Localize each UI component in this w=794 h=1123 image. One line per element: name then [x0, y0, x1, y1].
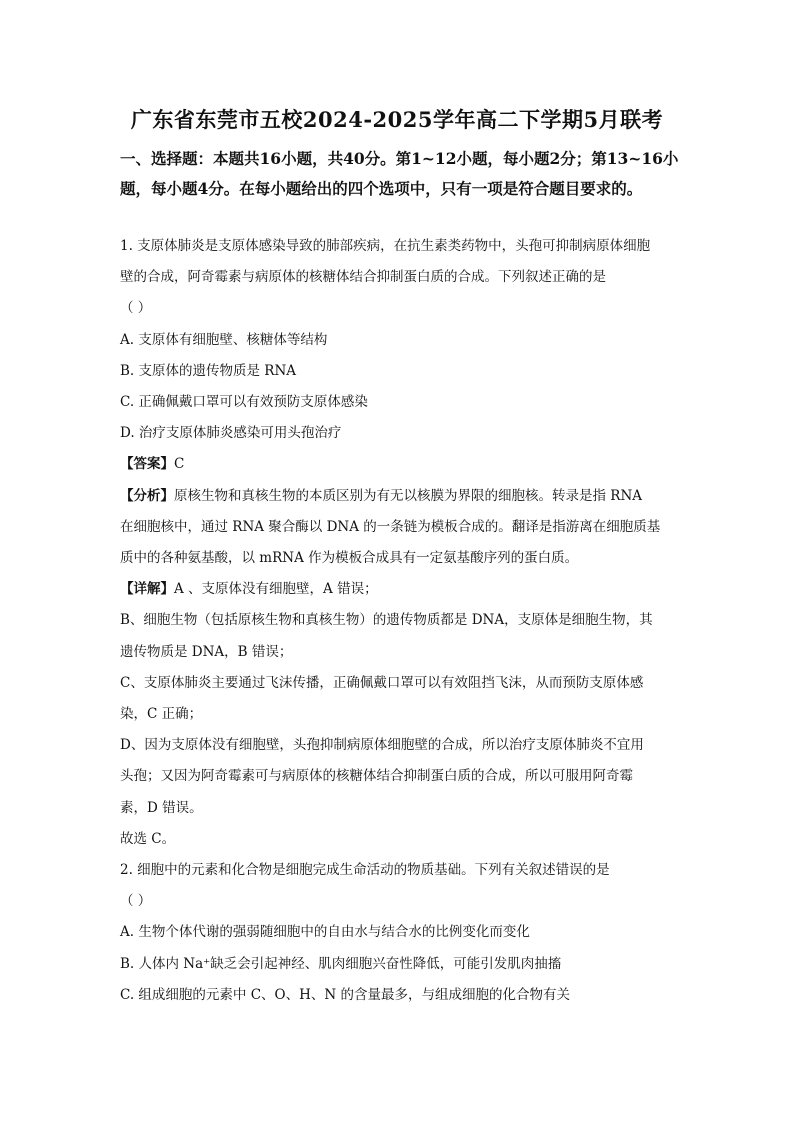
q1-stem-line2: 壁的合成，阿奇霉素与病原体的核糖体结合抑制蛋白质的合成。下列叙述正确的是	[120, 269, 606, 285]
analysis-text-1: 原核生物和真核生物的本质区别为有无以核膜为界限的细胞核。转录是指 RNA	[174, 488, 643, 504]
q1-detail-line5: 染，C 正确；	[120, 706, 203, 722]
q1-analysis-line2: 在细胞核中，通过 RNA 聚合酶以 DNA 的一条链为模板合成的。翻译是指游离在细胞质基	[120, 519, 661, 535]
page-title: 广东省东莞市五校2024-2025学年高二下学期5月联考	[130, 107, 664, 132]
q1-analysis-line1	[120, 486, 642, 506]
q1-detail-line1	[120, 579, 378, 599]
q1-answer-bracket: （ ）	[120, 300, 152, 316]
q1-conclusion: 故选 C。	[120, 831, 176, 847]
detail-text-1: A 、支原体没有细胞壁，A 错误；	[174, 581, 378, 597]
q1-answer	[120, 454, 184, 474]
answer-label: 【答案】	[120, 456, 174, 472]
q1-analysis-line3: 质中的各种氨基酸，以 mRNA 作为模板合成具有一定氨基酸序列的蛋白质。	[120, 550, 579, 566]
answer-value: C	[174, 456, 185, 472]
analysis-label: 【分析】	[120, 488, 174, 504]
section-heading: 一、选择题：本题共16小题，共40分。第1~12小题，每小题2分；第13~16小题，每小题4分。在每小题给出的四个选项中，只有一项是符合题目要求的。	[120, 149, 679, 198]
q1-option-d: D. 治疗支原体肺炎感染可用头孢治疗	[120, 425, 342, 441]
q2-answer-bracket: （ ）	[120, 893, 152, 909]
q1-option-c: C. 正确佩戴口罩可以有效预防支原体感染	[120, 394, 368, 410]
q2-option-a: A. 生物个体代谢的强弱随细胞中的自由水与结合水的比例变化而变化	[120, 924, 530, 940]
q2-option-b: B. 人体内 Na⁺缺乏会引起神经、肌肉细胞兴奋性降低，可能引发肌肉抽搐	[120, 956, 562, 972]
detail-label: 【详解】	[120, 581, 174, 597]
q1-detail-line6: D、因为支原体没有细胞壁，头孢抑制病原体细胞壁的合成，所以治疗支原体肺炎不宜用	[120, 737, 644, 753]
q1-detail-line3: 遗传物质是 DNA，B 错误；	[120, 644, 293, 660]
q2-option-c: C. 组成细胞的元素中 C、O、H、N 的含量最多，与组成细胞的化合物有关	[120, 987, 570, 1003]
q2-stem-line1: 2. 细胞中的元素和化合物是细胞完成生命活动的物质基础。下列有关叙述错误的是	[120, 862, 610, 878]
q1-option-a: A. 支原体有细胞壁、核糖体等结构	[120, 332, 328, 348]
q1-detail-line4: C、支原体肺炎主要通过飞沫传播，正确佩戴口罩可以有效阻挡飞沫，从而预防支原体感	[120, 675, 644, 691]
q1-stem-line1: 1. 支原体肺炎是支原体感染导致的肺部疾病，在抗生素类药物中，头孢可抑制病原体细胞	[120, 238, 651, 254]
q1-detail-line7: 头孢；又因为阿奇霉素可与病原体的核糖体结合抑制蛋白质的合成，所以可服用阿奇霉	[120, 768, 633, 784]
q1-detail-line2: B、细胞生物（包括原核生物和真核生物）的遗传物质都是 DNA，支原体是细胞生物，其	[120, 612, 653, 628]
q1-detail-line8: 素，D 错误。	[120, 800, 203, 816]
q1-option-b: B. 支原体的遗传物质是 RNA	[120, 363, 297, 379]
